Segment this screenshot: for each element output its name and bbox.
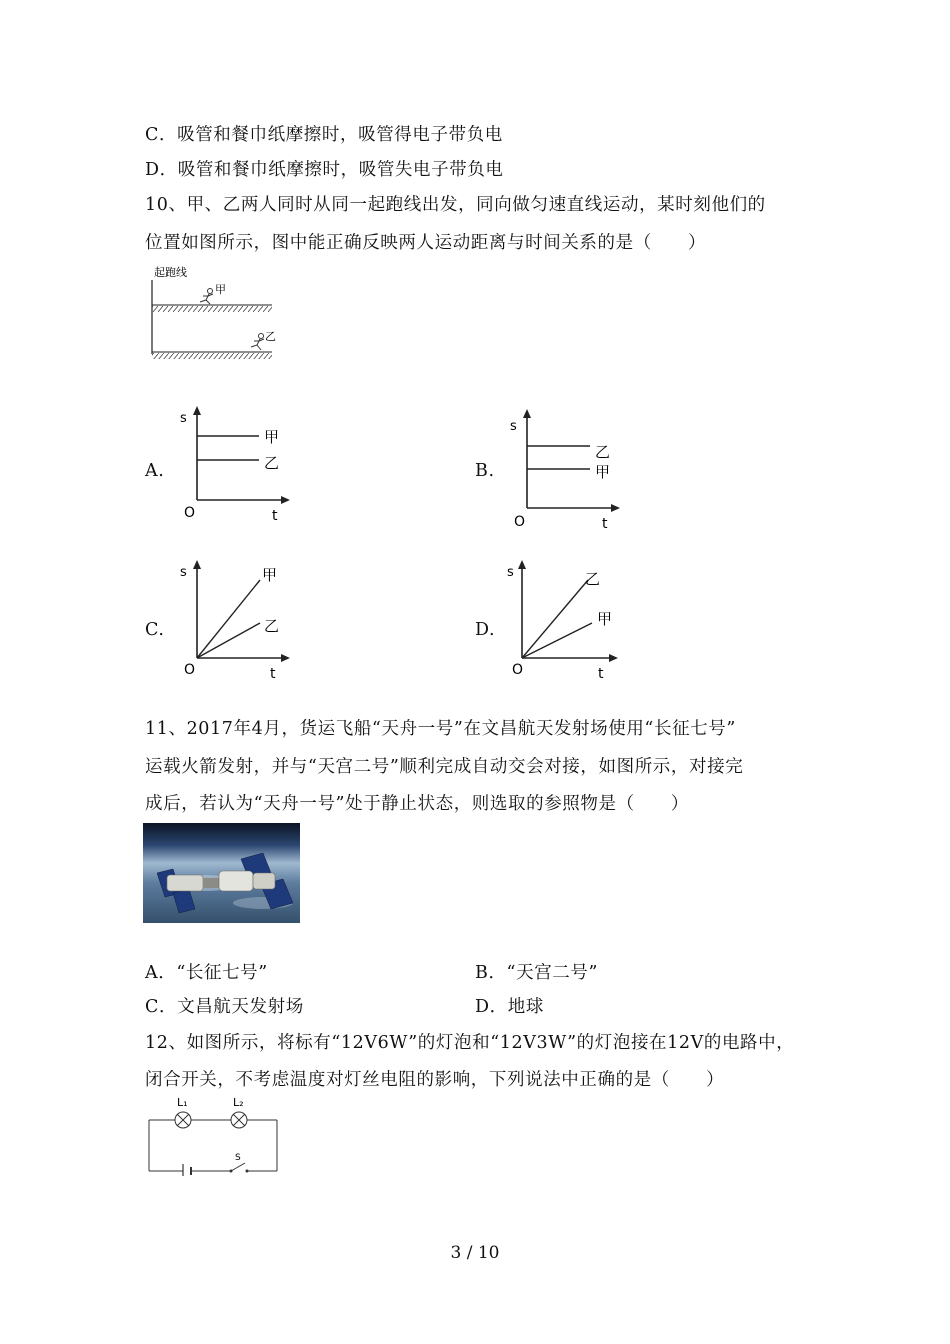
graph-c: [172, 556, 297, 686]
graph-a-s-axis-label: s: [180, 411, 187, 426]
q11-stem-line3: 成后，若认为“天舟一号”处于静止状态，则选取的参照物是（ ）: [145, 794, 689, 814]
lamp-l2-icon: [231, 1112, 247, 1128]
graph-d-origin-label: O: [512, 662, 524, 678]
space-station-photo: [143, 823, 300, 923]
q11-option-a: A．“长征七号”: [145, 963, 268, 983]
graph-c-lower-label: 乙: [264, 617, 280, 635]
q10-option-b-label: B.: [475, 461, 495, 481]
graph-a-upper-label: 甲: [264, 428, 280, 446]
q10-option-d-label: D.: [475, 620, 496, 640]
graph-d: [502, 556, 627, 686]
graph-c-upper-label: 甲: [262, 566, 278, 584]
runner-yi-label: 乙: [265, 330, 276, 343]
start-line-figure: [148, 264, 278, 360]
circuit-diagram: [143, 1094, 283, 1176]
q11-stem-line1: 11、2017年4月，货运飞船“天舟一号”在文昌航天发射场使用“长征七号”: [145, 719, 736, 739]
graph-d-upper-label: 乙: [585, 570, 601, 588]
switch-icon: [230, 1163, 249, 1173]
lamp-l1-icon: [175, 1112, 191, 1128]
q10-option-c-label: C.: [145, 620, 165, 640]
graph-b-t-axis-label: t: [602, 516, 608, 530]
q9-option-d: D．吸管和餐巾纸摩擦时，吸管失电子带负电: [145, 160, 504, 180]
graph-b-origin-label: O: [514, 514, 526, 530]
q11-option-b: B．“天宫二号”: [475, 963, 599, 983]
graph-b-upper-label: 乙: [595, 443, 611, 461]
q11-option-c: C．文昌航天发射场: [145, 997, 304, 1017]
q10-option-a-label: A.: [145, 461, 165, 481]
q12-stem-line1: 12、如图所示，将标有“12V6W”的灯泡和“12V3W”的灯泡接在12V的电路中，: [145, 1033, 795, 1053]
graph-c-t-axis-label: t: [270, 666, 276, 682]
page-number: 3 / 10: [450, 1243, 500, 1263]
graph-a-lower-label: 乙: [264, 454, 280, 472]
graph-b-s-axis-label: s: [510, 419, 517, 434]
graph-b-lower-label: 甲: [595, 463, 611, 481]
runner-jia-icon: [200, 289, 213, 305]
q10-stem-line2: 位置如图所示，图中能正确反映两人运动距离与时间关系的是（ ）: [145, 233, 707, 253]
graph-a: [172, 402, 297, 527]
runner-yi-icon: [251, 334, 264, 351]
graph-c-origin-label: O: [184, 662, 196, 678]
q11-stem-line2: 运载火箭发射，并与“天宫二号”顺利完成自动交会对接，如图所示，对接完: [145, 757, 744, 777]
graph-a-t-axis-label: t: [272, 508, 278, 524]
graph-c-s-axis-label: s: [180, 565, 187, 580]
lamp-l1-label: L₁: [177, 1096, 188, 1109]
graph-a-origin-label: O: [184, 505, 196, 521]
q11-option-d: D．地球: [475, 997, 544, 1017]
battery-icon: [183, 1164, 191, 1176]
runner-jia-label: 甲: [215, 283, 226, 296]
q10-stem-line1: 10、甲、乙两人同时从同一起跑线出发，同向做匀速直线运动，某时刻他们的: [145, 195, 766, 215]
graph-d-lower-label: 甲: [597, 610, 613, 628]
graph-b: [502, 405, 627, 530]
q9-option-c: C．吸管和餐巾纸摩擦时，吸管得电子带负电: [145, 125, 503, 145]
start-line-label: 起跑线: [154, 266, 187, 279]
q12-stem-line2: 闭合开关，不考虑温度对灯丝电阻的影响，下列说法中正确的是（ ）: [145, 1070, 725, 1090]
switch-label: S: [235, 1153, 241, 1163]
graph-d-t-axis-label: t: [598, 666, 604, 682]
lamp-l2-label: L₂: [233, 1096, 244, 1109]
graph-d-s-axis-label: s: [507, 565, 514, 580]
